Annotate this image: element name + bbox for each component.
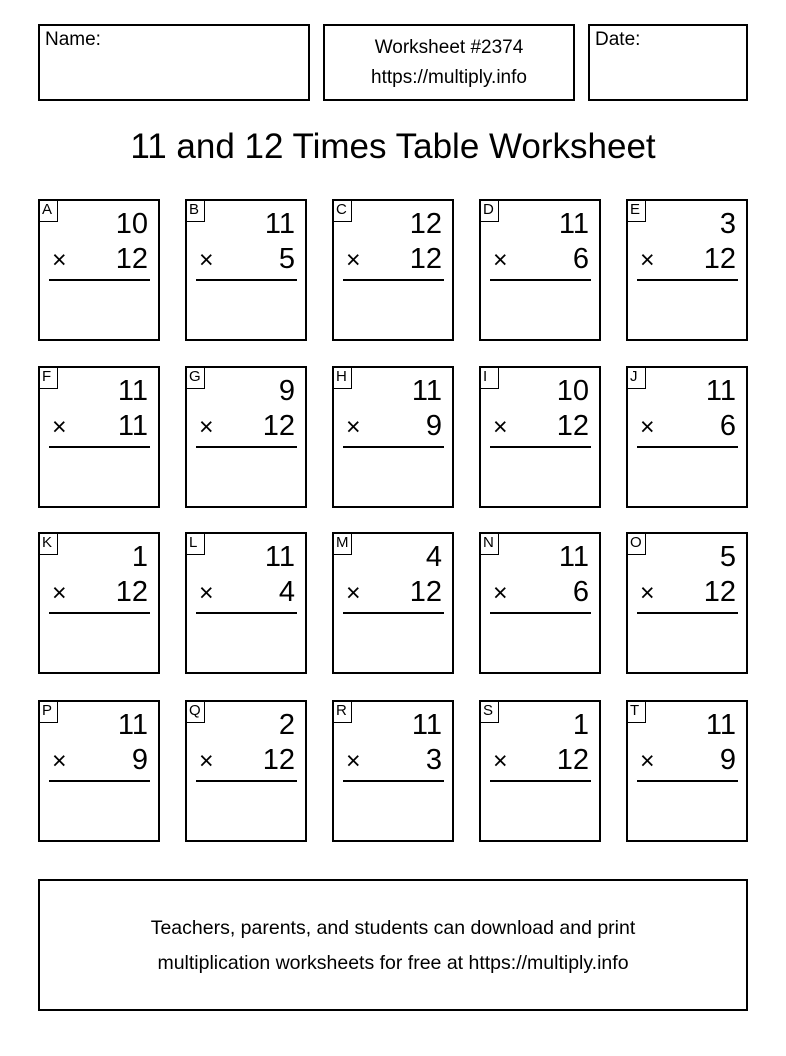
multiplier: 9 — [425, 410, 442, 442]
answer-line — [49, 780, 150, 782]
worksheet-info-box — [323, 24, 575, 101]
multiplicand: 1 — [572, 709, 589, 741]
problem-card-o[interactable] — [626, 532, 748, 674]
problem-letter: T — [626, 700, 646, 723]
multiplier: 11 — [117, 410, 148, 442]
problem-letter: K — [38, 532, 58, 555]
answer-line — [637, 612, 738, 614]
multiplier: 12 — [703, 576, 736, 608]
times-symbol: × — [346, 747, 361, 775]
multiplicand: 12 — [409, 208, 442, 240]
multiplicand: 5 — [719, 541, 736, 573]
multiplier: 6 — [719, 410, 736, 442]
multiplier: 12 — [262, 744, 295, 776]
problem-card-g[interactable] — [185, 366, 307, 508]
problem-letter: R — [332, 700, 352, 723]
multiplier: 12 — [556, 744, 589, 776]
problem-card-f[interactable] — [38, 366, 160, 508]
answer-line — [490, 279, 591, 281]
answer-line — [343, 446, 444, 448]
times-symbol: × — [199, 747, 214, 775]
multiplier: 5 — [278, 243, 295, 275]
multiplicand: 11 — [264, 541, 295, 573]
problem-letter: C — [332, 199, 352, 222]
multiplier: 12 — [556, 410, 589, 442]
problem-letter: A — [38, 199, 58, 222]
problem-letter: B — [185, 199, 205, 222]
multiplier: 12 — [409, 243, 442, 275]
multiplier: 4 — [278, 576, 295, 608]
multiplier: 6 — [572, 576, 589, 608]
problem-card-i[interactable] — [479, 366, 601, 508]
multiplicand: 11 — [558, 208, 589, 240]
answer-line — [49, 446, 150, 448]
multiplier: 9 — [719, 744, 736, 776]
problem-card-k[interactable] — [38, 532, 160, 674]
problem-letter: L — [185, 532, 205, 555]
page-title: 11 and 12 Times Table Worksheet — [130, 127, 656, 166]
answer-line — [196, 612, 297, 614]
problem-card-a[interactable] — [38, 199, 160, 341]
problem-card-q[interactable] — [185, 700, 307, 842]
multiplicand: 11 — [705, 375, 736, 407]
problem-card-d[interactable] — [479, 199, 601, 341]
problem-card-b[interactable] — [185, 199, 307, 341]
multiplicand: 11 — [117, 709, 148, 741]
answer-line — [49, 279, 150, 281]
answer-line — [490, 446, 591, 448]
worksheet-url: https://multiply.info — [371, 67, 527, 88]
problem-letter: F — [38, 366, 58, 389]
date-label: Date: — [595, 29, 641, 50]
problem-letter: H — [332, 366, 352, 389]
problem-letter: G — [185, 366, 205, 389]
multiplier: 12 — [115, 243, 148, 275]
problem-card-t[interactable] — [626, 700, 748, 842]
problem-card-l[interactable] — [185, 532, 307, 674]
multiplicand: 11 — [705, 709, 736, 741]
multiplicand: 11 — [117, 375, 148, 407]
answer-line — [343, 612, 444, 614]
problem-card-r[interactable] — [332, 700, 454, 842]
date-field-box[interactable] — [588, 24, 748, 101]
footer-text-line-1: Teachers, parents, and students can download and print — [150, 917, 636, 939]
answer-line — [196, 446, 297, 448]
answer-line — [637, 279, 738, 281]
times-symbol: × — [493, 413, 508, 441]
problem-card-n[interactable] — [479, 532, 601, 674]
problem-letter: J — [626, 366, 646, 389]
multiplicand: 3 — [719, 208, 736, 240]
worksheet-number: Worksheet #2374 — [374, 37, 524, 58]
answer-line — [196, 780, 297, 782]
multiplier: 12 — [115, 576, 148, 608]
problem-letter: I — [479, 366, 499, 389]
multiplier: 12 — [262, 410, 295, 442]
times-symbol: × — [52, 246, 67, 274]
times-symbol: × — [52, 413, 67, 441]
problem-card-s[interactable] — [479, 700, 601, 842]
footer-text-line-2: multiplication worksheets for free at https://multiply.info — [157, 952, 629, 974]
multiplier: 3 — [425, 744, 442, 776]
times-symbol: × — [199, 413, 214, 441]
answer-line — [343, 279, 444, 281]
problem-card-p[interactable] — [38, 700, 160, 842]
times-symbol: × — [493, 579, 508, 607]
times-symbol: × — [199, 246, 214, 274]
problem-letter: S — [479, 700, 499, 723]
answer-line — [196, 279, 297, 281]
multiplicand: 1 — [131, 541, 148, 573]
multiplier: 9 — [131, 744, 148, 776]
multiplier: 12 — [409, 576, 442, 608]
times-symbol: × — [52, 579, 67, 607]
times-symbol: × — [640, 579, 655, 607]
problem-card-c[interactable] — [332, 199, 454, 341]
multiplier: 12 — [703, 243, 736, 275]
problem-letter: M — [332, 532, 352, 555]
multiplicand: 10 — [115, 208, 148, 240]
answer-line — [343, 780, 444, 782]
answer-line — [637, 446, 738, 448]
multiplicand: 11 — [558, 541, 589, 573]
times-symbol: × — [346, 579, 361, 607]
answer-line — [637, 780, 738, 782]
times-symbol: × — [346, 413, 361, 441]
problem-letter: E — [626, 199, 646, 222]
problem-letter: N — [479, 532, 499, 555]
multiplicand: 11 — [264, 208, 295, 240]
times-symbol: × — [52, 747, 67, 775]
multiplicand: 9 — [278, 375, 295, 407]
footer-box — [38, 879, 748, 1011]
problem-card-h[interactable] — [332, 366, 454, 508]
multiplicand: 11 — [411, 375, 442, 407]
times-symbol: × — [640, 747, 655, 775]
answer-line — [490, 780, 591, 782]
name-field-box[interactable] — [38, 24, 310, 101]
problem-card-m[interactable] — [332, 532, 454, 674]
multiplicand: 4 — [425, 541, 442, 573]
multiplicand: 2 — [278, 709, 295, 741]
times-symbol: × — [346, 246, 361, 274]
problem-card-e[interactable] — [626, 199, 748, 341]
answer-line — [490, 612, 591, 614]
times-symbol: × — [199, 579, 214, 607]
times-symbol: × — [493, 747, 508, 775]
problem-letter: O — [626, 532, 646, 555]
answer-line — [49, 612, 150, 614]
problem-card-j[interactable] — [626, 366, 748, 508]
times-symbol: × — [493, 246, 508, 274]
problem-letter: P — [38, 700, 58, 723]
problem-letter: Q — [185, 700, 205, 723]
multiplicand: 11 — [411, 709, 442, 741]
problem-letter: D — [479, 199, 499, 222]
name-label: Name: — [45, 29, 101, 50]
multiplier: 6 — [572, 243, 589, 275]
multiplicand: 10 — [556, 375, 589, 407]
times-symbol: × — [640, 246, 655, 274]
times-symbol: × — [640, 413, 655, 441]
